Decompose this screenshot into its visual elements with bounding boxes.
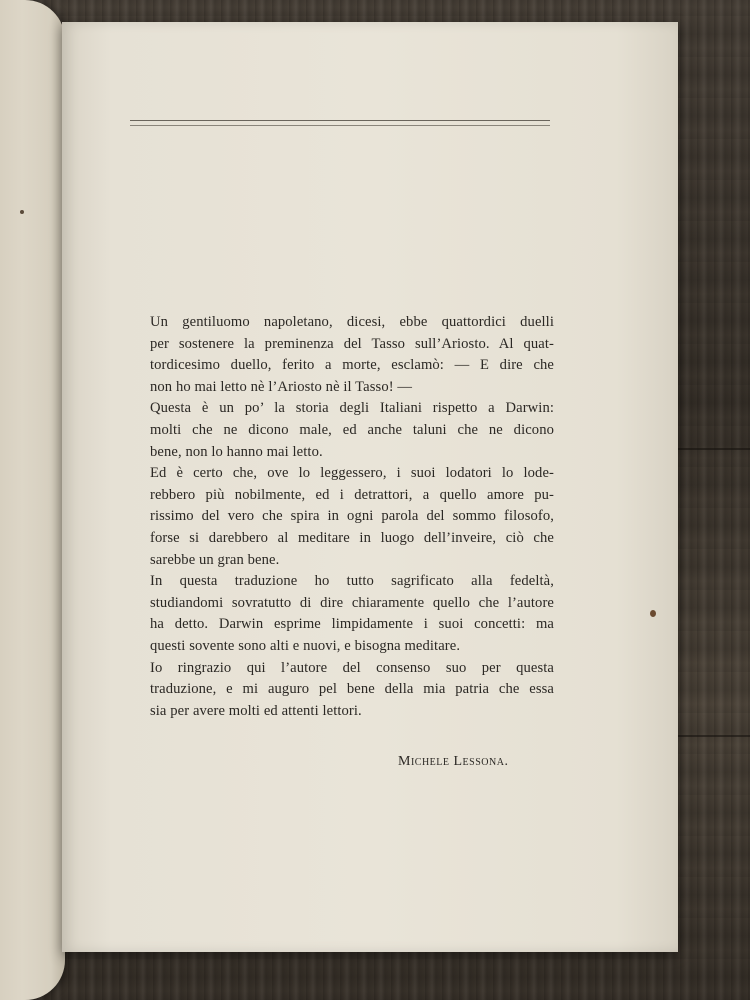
text-line: traduzione, e mi auguro pel bene della mia patria che essa bbox=[150, 681, 554, 698]
paragraph bbox=[150, 571, 554, 657]
text-line: questi sovente sono alti e nuovi, e bisogna meditare. bbox=[150, 637, 461, 654]
text-line: forse si darebbero al meditare in luogo dell’inveire, ciò che bbox=[150, 529, 554, 546]
paragraph bbox=[150, 398, 554, 463]
paper-speck bbox=[650, 610, 656, 617]
text-line: In questa traduzione ho tutto sagrificato alla fedeltà, bbox=[150, 573, 554, 590]
text-line: per sostenere la preminenza del Tasso sull’Ariosto. Al quat- bbox=[150, 335, 554, 352]
text-line: sia per avere molti ed attenti lettori. bbox=[150, 702, 362, 719]
left-page-edge bbox=[0, 0, 65, 1000]
text-line: sarebbe un gran bene. bbox=[150, 551, 280, 568]
header-rule bbox=[130, 120, 550, 126]
text-line: studiandomi sovratutto di dire chiaramente quello che l’autore bbox=[150, 594, 554, 611]
text-line: molti che ne dicono male, ed anche taluni che ne dicono bbox=[150, 421, 554, 438]
text-line: Un gentiluomo napoletano, dicesi, ebbe quattordici duelli bbox=[150, 314, 554, 330]
author-signature: Michele Lessona. bbox=[398, 754, 509, 769]
text-line: Questa è un po’ la storia degli Italiani rispetto a Darwin: bbox=[150, 400, 554, 417]
text-line: rissimo del vero che spira in ogni parola del sommo filosofo, bbox=[150, 508, 554, 525]
text-line: bene, non lo hanno mai letto. bbox=[150, 443, 323, 460]
preface-text bbox=[150, 312, 554, 722]
paper-speck bbox=[20, 210, 24, 214]
paragraph bbox=[150, 658, 554, 723]
text-line: Io ringrazio qui l’autore del consenso suo per questa bbox=[150, 659, 554, 676]
text-line: tordicesimo duello, ferito a morte, esclamò: — E dire che bbox=[150, 357, 554, 374]
text-line: rebbero più nobilmente, ed i detrattori, a quello amore pu- bbox=[150, 486, 554, 503]
book-page bbox=[62, 22, 678, 952]
text-line: Ed è certo che, ove lo leggessero, i suoi lodatori lo lode- bbox=[150, 465, 554, 482]
text-line: non ho mai letto nè l’Ariosto nè il Tasso! — bbox=[150, 378, 413, 395]
text-line: ha detto. Darwin esprime limpidamente i suoi concetti: ma bbox=[150, 616, 554, 633]
paragraph bbox=[150, 463, 554, 571]
paragraph bbox=[150, 312, 554, 398]
